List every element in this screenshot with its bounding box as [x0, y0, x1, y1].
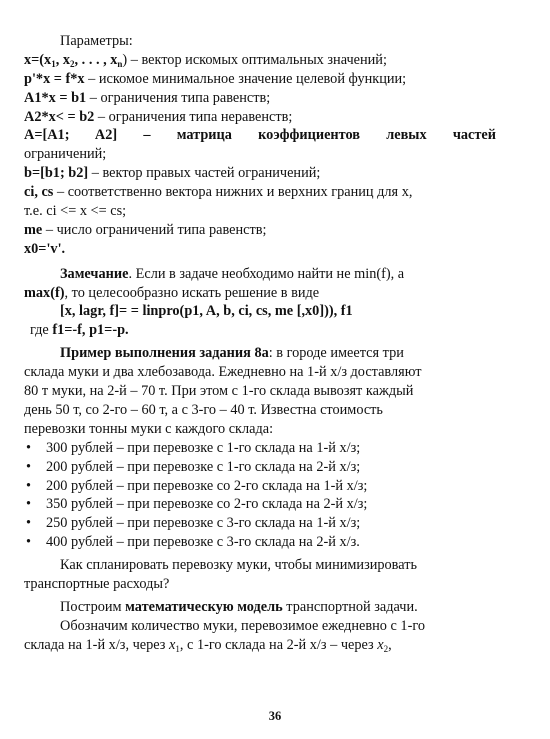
example-line5: перевозки тонны муки с каждого склада:	[24, 420, 274, 437]
denote-line1: Обозначим количество муки, перевозимое ежедневно с 1-го	[60, 617, 426, 634]
param-x: $x=(x_1$, $x_2$, . . . , $x_n$) – вектор искомых оптимальных значений;	[24, 51, 387, 69]
denote-line2: склада на 1-й х/з, через $x_1$, с 1-го склада на 2-й х/з – через $x_2$,	[24, 636, 392, 654]
page-number: 36	[268, 709, 282, 723]
param-a-line2: ограничений;	[24, 146, 107, 163]
param-ci-cs: ci, cs – соответственно вектора нижних и верхних границ для x,	[24, 184, 413, 201]
note-formula: [x, lagr, f]= = linpro(p1, A, b, ci, cs, me [,x0])), f1	[60, 303, 353, 320]
param-me: me – число ограничений типа равенств;	[24, 221, 267, 238]
question-line2: транспортные расходы?	[24, 576, 170, 593]
page-body	[24, 32, 496, 655]
note-line1: Замечание. Если в задаче необходимо найти не min(f), а	[60, 265, 405, 282]
list-item: • 250 рублей – при перевозке с 3-го склада на 1-й х/з;	[24, 514, 496, 533]
list-item: • 200 рублей – при перевозке со 2-го склада на 1-й х/з;	[24, 477, 496, 496]
list-item: • 200 рублей – при перевозке с 1-го склада на 2-й х/з;	[24, 458, 496, 477]
params-heading: Параметры:	[60, 33, 133, 49]
example-line4: день 50 т, со 2-го – 60 т, а с 3-го – 40 т. Известна стоимость	[24, 402, 383, 419]
note-where: где f1=-f, p1=-p.	[30, 322, 129, 339]
example-line1: Пример выполнения задания 8а: в городе имеется три	[60, 345, 404, 362]
list-item: • 350 рублей – при перевозке со 2-го склада на 2-й х/з;	[24, 495, 496, 514]
param-b: b=[b1; b2] – вектор правых частей ограничений;	[24, 165, 321, 182]
param-a2: A2*x< = b2 – ограничения типа неравенств;	[24, 108, 293, 125]
note-line2: max(f), то целесообразно искать решение в виде	[24, 284, 320, 301]
param-ci-cs-range: т.е. ci <= x <= cs;	[24, 203, 127, 220]
param-a1: A1*x = b1 – ограничения типа равенств;	[24, 89, 271, 106]
list-item: • 400 рублей – при перевозке с 3-го склада на 2-й х/з.	[24, 533, 496, 552]
example-line2: склада муки и два хлебозавода. Ежедневно на 1-й х/з доставляют	[24, 364, 422, 381]
param-p: p'*x = f*x – искомое минимальное значение целевой функции;	[24, 70, 407, 87]
param-a-line1: A=[A1; A2] – матрица коэффициентов левых частей	[24, 127, 496, 144]
model-line: Построим математическую модель транспортной задачи.	[60, 598, 418, 615]
list-item: • 300 рублей – при перевозке с 1-го склада на 1-й х/з;	[24, 439, 496, 458]
param-x0: x0='v'.	[24, 240, 66, 257]
question-line1: Как спланировать перевозку муки, чтобы минимизировать	[60, 557, 417, 574]
example-line3: 80 т муки, на 2-й – 70 т. При этом с 1-го склада вывозят каждый	[24, 383, 414, 400]
